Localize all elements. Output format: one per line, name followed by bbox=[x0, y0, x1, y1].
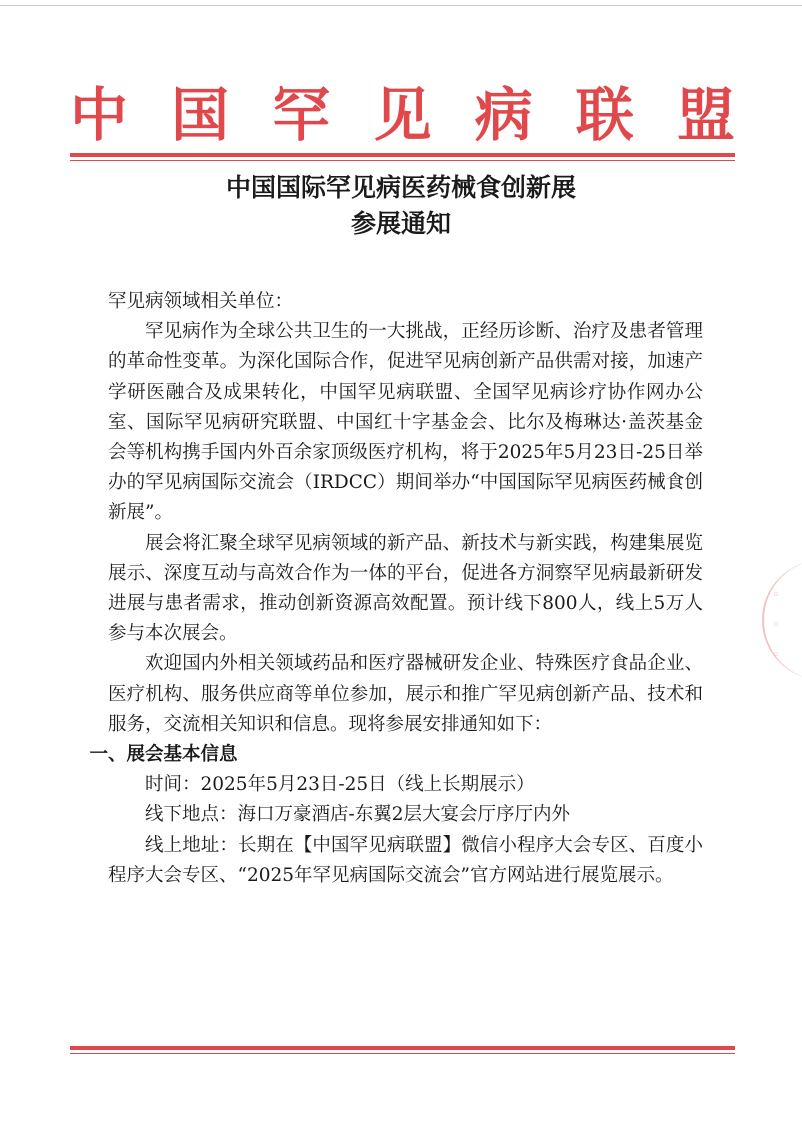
document-title: 中国国际罕见病医药械食创新展 bbox=[225, 173, 576, 202]
divider-thick-line bbox=[70, 153, 735, 157]
letterhead-char: 病 bbox=[474, 81, 533, 149]
letterhead-char: 盟 bbox=[676, 81, 735, 149]
paragraph-invitation: 欢迎国内外相关领域药品和医疗器械研发企业、特殊医疗食品企业、医疗机构、服务供应商等单位参加，展示和推广罕见病创新产品、技术和服务，交流相关知识和信息。现将参展安排通知如下： bbox=[108, 653, 703, 735]
letterhead-char: 中 bbox=[70, 81, 129, 149]
letterhead-char: 罕 bbox=[272, 81, 331, 149]
section-heading: 一、展会基本信息 bbox=[89, 744, 238, 766]
paragraph-exhibition: 展会将汇聚全球罕见病领域的新产品、新技术与新实践，构建集展览展示、深度互动与高效合作为一体的平台，促进各方洞察罕见病最新研发进展与患者需求，推动创新资源高效配置。预计线下800人，线上5万人参与本次展会。 bbox=[108, 532, 703, 645]
paragraph-intro: 罕见病作为全球公共卫生的一大挑战，正经历诊断、治疗及患者管理的革命性变革。为深化国际合作，促进罕见病创新产品供需对接，加速产学研医融合及成果转化，中国罕见病联盟、全国罕见病诊疗协作网办公室、国际罕见病研究联盟、中国红十字基金会、比尔及梅琳达·盖茨基金会等机构携手国内外百余家顶级医疗机构，将于2025年5月23日-25日举办的罕见病国际交流会（IRDCC）期间举办“中国国际罕见病医药械食创新展”。 bbox=[108, 321, 703, 524]
document-subtitle: 参展通知 bbox=[350, 209, 451, 238]
seal-mark: ◦ bbox=[772, 588, 780, 603]
letterhead-char: 联 bbox=[575, 81, 634, 149]
letterhead-char: 见 bbox=[373, 81, 432, 149]
divider-thin-line bbox=[70, 160, 735, 161]
seal-mark: ◦ bbox=[772, 618, 780, 633]
salutation: 罕见病领域相关单位： bbox=[108, 291, 294, 312]
info-online-address: 线上地址：长期在【中国罕见病联盟】微信小程序大会专区、百度小程序大会专区、“2025年罕见病国际交流会”官方网站进行展览展示。 bbox=[108, 834, 703, 886]
document-body bbox=[89, 287, 703, 891]
footer-divider bbox=[70, 1046, 735, 1054]
letterhead-divider bbox=[70, 153, 735, 161]
divider-thick-line bbox=[70, 1046, 735, 1050]
info-time: 时间：2025年5月23日-25日（线上长期展示） bbox=[145, 774, 535, 796]
letterhead-char: 国 bbox=[171, 81, 230, 149]
info-offline-location: 线下地点：海口万豪酒店-东翼2层大宴会厅序厅内外 bbox=[145, 804, 571, 826]
official-seal-fragment bbox=[762, 560, 802, 680]
divider-thin-line bbox=[70, 1053, 735, 1054]
scan-edge-line bbox=[0, 5, 802, 6]
letterhead-title bbox=[70, 80, 735, 150]
seal-mark: ◦ bbox=[772, 648, 780, 663]
